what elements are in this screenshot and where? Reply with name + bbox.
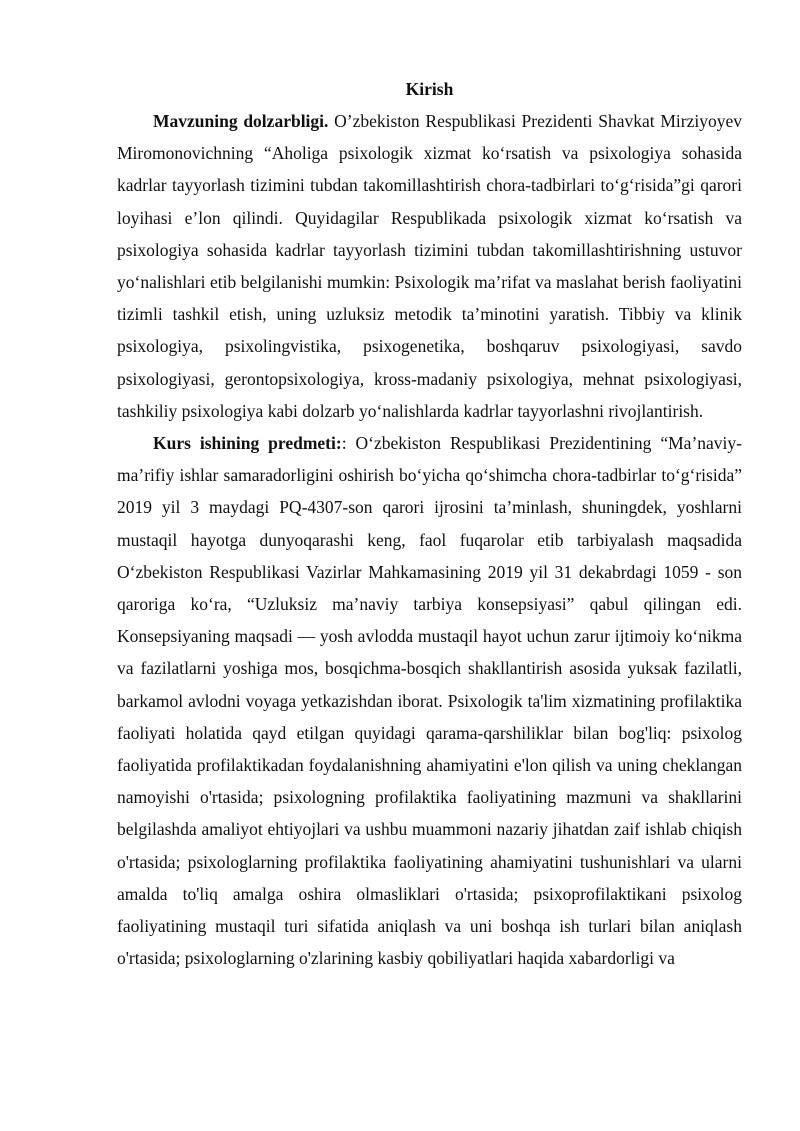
document-title: Kirish	[405, 79, 454, 99]
paragraph-relevance	[117, 105, 742, 427]
document-page	[117, 73, 742, 974]
paragraph-subject-lead: Kurs ishining predmeti:	[153, 433, 342, 454]
paragraph-subject	[117, 427, 742, 974]
paragraph-relevance-lead: Mavzuning dolzarbligi.	[153, 111, 329, 131]
paragraph-relevance-text: O’zbekiston Respublikasi Prezidenti Shavkat Mirziyoyev Miromonovichning “Aholiga psixologik xizmat ko‘rsatish va psixologiya sohasida kadrlar tayyorlash tizimini tubdan takomillashtirish chora-tadbirlari to‘g‘risida”gi qarori loyihasi e’lon qilindi. Quyidagilar Respublikada psixologik xizmat ko‘rsatish va psixologiya sohasida kadrlar tayyorlash tizimini tubdan takomillashtirishning ustuvor yo‘nalishlari etib belgilanishi mumkin: Psixologik ma’rifat va maslahat berish faoliyatini tizimli tashkil etish, uning uzluksiz metodik ta’minotini yaratish. Tibbiy va klinik psixologiya, psixolingvistika, psixogenetika, boshqaruv psixologiyasi, savdo psixologiyasi, gerontopsixologiya, kross-madaniy psixologiya, mehnat psixologiyasi, tashkiliy psixologiya kabi dolzarb yo‘nalishlarda kadrlar tayyorlashni rivojlantirish.	[117, 111, 742, 421]
paragraph-subject-text: : O‘zbekiston Respublikasi Prezidentining “Ma’naviy-ma’rifiy ishlar samaradorligini oshirish bo‘yicha qo‘shimcha chora-tadbirlar to‘g‘risida” 2019 yil 3 maydagi PQ-4307-son qarori ijrosini ta’minlash, shuningdek, yoshlarni mustaqil hayotga dunyoqarashi keng, faol fuqarolar etib tarbiyalash maqsadida O‘zbekiston Respublikasi Vazirlar Mahkamasining 2019 yil 31 dekabrdagi 1059 - son qaroriga ko‘ra, “Uzluksiz ma’naviy tarbiya konsepsiyasi” qabul qilingan edi. Konsepsiyaning maqsadi — yosh avlodda mustaqil hayot uchun zarur ijtimoiy ko‘nikma va fazilatlarni yoshiga mos, bosqichma-bosqich shakllantirish asosida yuksak fazilatli, barkamol avlodni voyaga yetkazishdan iborat. Psixologik ta'lim xizmatining profilaktika faoliyati holatida qayd etilgan quyidagi qarama-qarshiliklar bilan bog'liq: psixolog faoliyatida profilaktikadan foydalanishning ahamiyatini e'lon qilish va uning cheklangan namoyishi o'rtasida; psixologning profilaktika faoliyatining mazmuni va shakllarini belgilashda amaliyot ehtiyojlari va ushbu muammoni nazariy jihatdan zaif ishlab chiqish o'rtasida; psixologlarning profilaktika faoliyatining ahamiyatini tushunishlari va ularni amalda to'liq amalga oshira olmasliklari o'rtasida; psixoprofilaktikani psixolog faoliyatining mustaqil turi sifatida aniqlash va uni boshqa ish turlari bilan aniqlash o'rtasida; psixologlarning o'zlarining kasbiy qobiliyatlari haqida xabardorligi va	[117, 433, 742, 969]
